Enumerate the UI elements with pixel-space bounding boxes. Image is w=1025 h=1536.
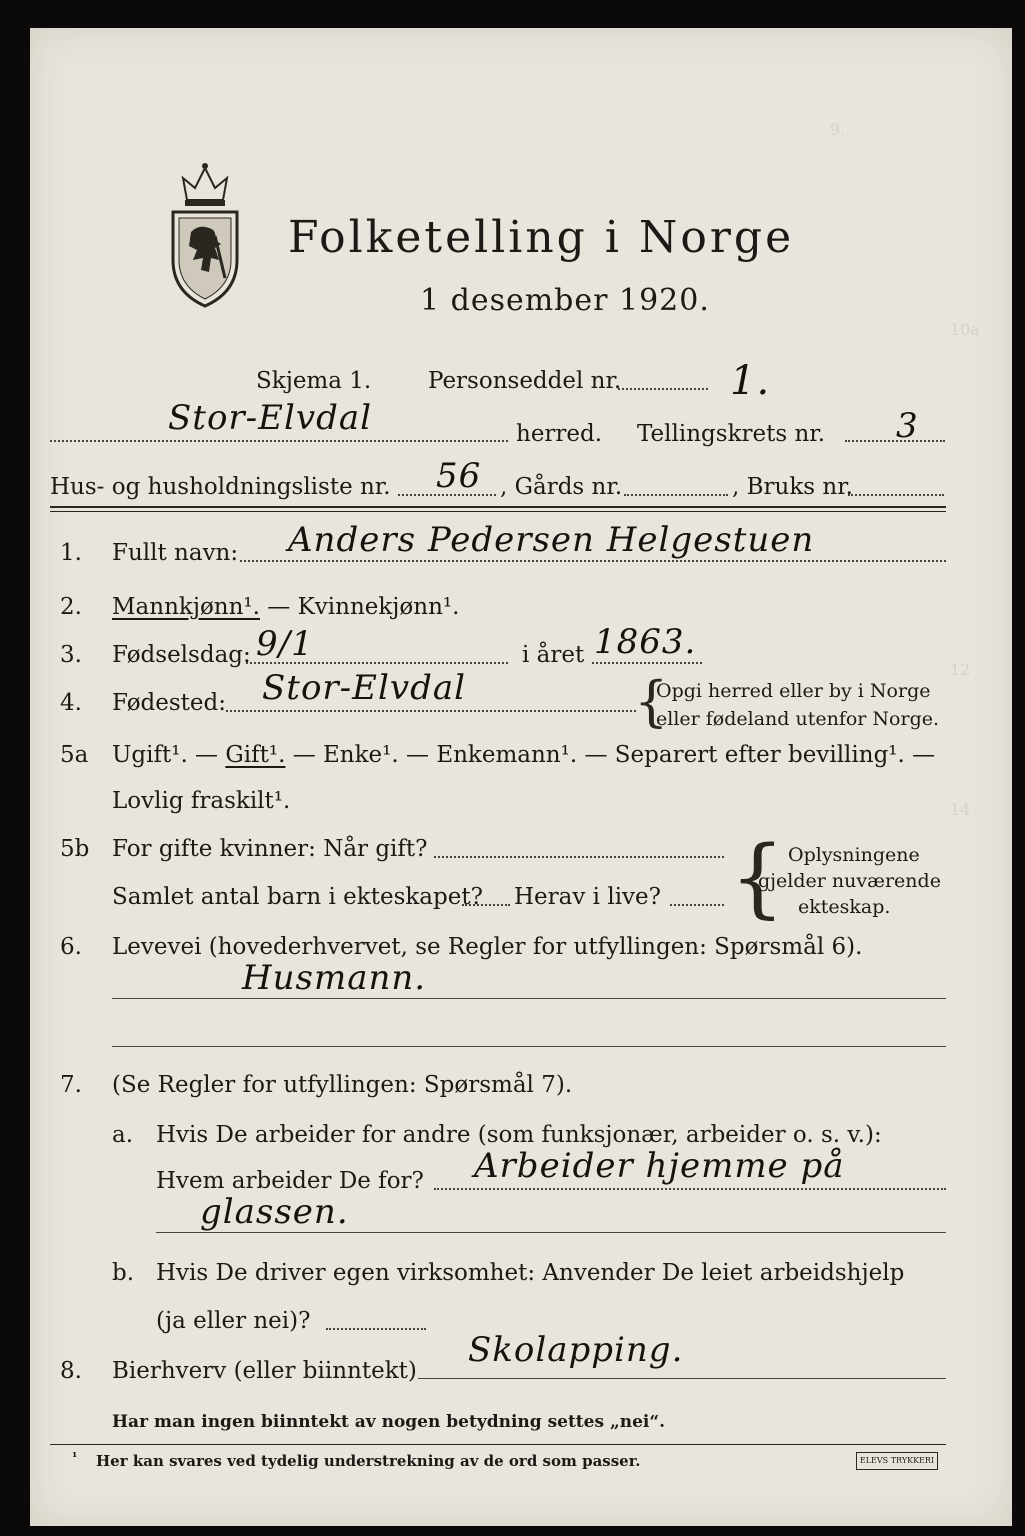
q7a-employer-line bbox=[434, 1188, 946, 1190]
q2-male-option: Mannkjønn¹. bbox=[112, 594, 260, 620]
q4-brace: { bbox=[634, 670, 669, 733]
q1-label: Fullt navn: bbox=[112, 540, 239, 566]
bruks-line bbox=[848, 494, 944, 496]
q7a-employer-value-2: glassen. bbox=[200, 1192, 349, 1232]
header-rule bbox=[50, 511, 946, 512]
q6-occupation: Husmann. bbox=[242, 958, 427, 998]
q2-female-option: Kvinnekjønn¹. bbox=[297, 594, 460, 620]
q5b-note-line2: gjelder nuværende bbox=[758, 870, 941, 892]
q4-label: Fødested: bbox=[112, 690, 227, 716]
q8-side-income: Skolapping. bbox=[468, 1330, 684, 1370]
q7a-employer-value-1: Arbeider hjemme på bbox=[474, 1146, 845, 1186]
q7a-line1: Hvis De arbeider for andre (som funksjonær, arbeider o. s. v.): bbox=[156, 1122, 882, 1148]
schema-label: Skjema 1. bbox=[256, 368, 372, 394]
q5b-children-label: Samlet antal barn i ekteskapet? bbox=[112, 884, 483, 910]
q3-birth-day: 9/1 bbox=[256, 624, 314, 664]
q5b-note-line3: ekteskap. bbox=[798, 896, 891, 918]
footnote: Her kan svares ved tydelig understrekning av de ord som passer. bbox=[96, 1452, 641, 1470]
q3-year-line bbox=[592, 662, 702, 664]
bleed-through-text: 12 bbox=[950, 660, 971, 679]
printer-stamp: ELEVS TRYKKERI bbox=[856, 1452, 938, 1470]
bleed-through-text: 14 bbox=[950, 800, 971, 819]
personseddel-label: Personseddel nr. bbox=[428, 368, 622, 394]
q3-number: 3. bbox=[60, 642, 82, 668]
q7-label: (Se Regler for utfyllingen: Spørsmål 7). bbox=[112, 1072, 573, 1098]
q7-number: 7. bbox=[60, 1072, 82, 1098]
form-title: Folketelling i Norge bbox=[288, 212, 795, 263]
q5b-alive-label: Herav i live? bbox=[514, 884, 661, 910]
q7b-line1: Hvis De driver egen virksomhet: Anvender De leiet arbeidshjelp bbox=[156, 1260, 905, 1286]
q5b-note-line1: Oplysningene bbox=[788, 844, 920, 866]
q5b-alive-line bbox=[670, 904, 724, 906]
q1-full-name: Anders Pedersen Helgestuen bbox=[288, 520, 815, 560]
tellingskrets-value: 3 bbox=[896, 406, 919, 446]
bleed-through-text: 10a bbox=[950, 320, 980, 339]
footer-rule bbox=[50, 1444, 946, 1445]
footnote-mark: ¹ bbox=[72, 1450, 78, 1464]
footer-note: Har man ingen biinntekt av nogen betydning settes „nei“. bbox=[112, 1412, 666, 1432]
q3-year-label: i året bbox=[522, 642, 585, 668]
q2-number: 2. bbox=[60, 594, 82, 620]
q4-note-line2: eller fødeland utenfor Norge. bbox=[656, 708, 940, 730]
q5b-when-married-line bbox=[434, 856, 724, 858]
q8-number: 8. bbox=[60, 1358, 82, 1384]
personseddel-number: 1. bbox=[730, 358, 771, 404]
q7b-letter: b. bbox=[112, 1260, 135, 1286]
q5b-brace: { bbox=[730, 828, 785, 928]
q6-label: Levevei (hovederhvervet, se Regler for utfyllingen: Spørsmål 6). bbox=[112, 934, 863, 960]
q7a-letter: a. bbox=[112, 1122, 134, 1148]
q5a-gift: Gift¹. bbox=[225, 742, 286, 768]
tellingskrets-line bbox=[845, 440, 945, 442]
q6-line2 bbox=[112, 1046, 946, 1047]
q6-number: 6. bbox=[60, 934, 82, 960]
q2-sex-options bbox=[112, 594, 459, 620]
census-form-sheet bbox=[30, 28, 1012, 1526]
q4-birthplace: Stor-Elvdal bbox=[262, 668, 466, 708]
gards-line bbox=[624, 494, 728, 496]
husliste-value: 56 bbox=[436, 456, 482, 496]
q5a-ugift: Ugift¹. bbox=[112, 742, 188, 768]
herred-label: herred. bbox=[516, 421, 603, 447]
bleed-through-text: 9. bbox=[830, 120, 846, 139]
q7a-line2-label: Hvem arbeider De for? bbox=[156, 1168, 424, 1194]
personseddel-line bbox=[618, 388, 708, 390]
q5b-number: 5b bbox=[60, 836, 90, 862]
husliste-label: Hus- og husholdningsliste nr. bbox=[50, 474, 391, 500]
census-date: 1 desember 1920. bbox=[420, 283, 710, 318]
bruks-label: , Bruks nr. bbox=[732, 474, 853, 500]
q8-label: Bierhverv (eller biinntekt) bbox=[112, 1358, 417, 1384]
q5a-number: 5a bbox=[60, 742, 89, 768]
q5a-other-options: — Enke¹. — Enkemann¹. — Separert efter bevilling¹. — bbox=[285, 742, 936, 768]
q3-birth-year: 1863. bbox=[594, 622, 697, 662]
q7b-answer-line bbox=[326, 1328, 426, 1330]
q1-line bbox=[240, 560, 946, 562]
q5a-lovlig-fraskilt: Lovlig fraskilt¹. bbox=[112, 788, 291, 814]
q5b-children-line bbox=[462, 904, 510, 906]
q5b-line1-label: For gifte kvinner: Når gift? bbox=[112, 836, 428, 862]
q5a-options bbox=[112, 742, 935, 768]
q7b-line2-label: (ja eller nei)? bbox=[156, 1308, 311, 1334]
q7a-line2 bbox=[156, 1232, 946, 1233]
herred-value: Stor-Elvdal bbox=[168, 398, 372, 438]
tellingskrets-label: Tellingskrets nr. bbox=[637, 421, 826, 447]
q1-number: 1. bbox=[60, 540, 82, 566]
q4-line bbox=[226, 710, 636, 712]
norway-coat-of-arms-icon bbox=[165, 160, 245, 310]
q2-separator: — bbox=[259, 594, 298, 620]
q3-label: Fødselsdag: bbox=[112, 642, 251, 668]
herred-line bbox=[50, 440, 508, 442]
q4-note-line1: Opgi herred eller by i Norge bbox=[656, 680, 931, 702]
q6-line1 bbox=[112, 998, 946, 999]
q5a-separator: — bbox=[187, 742, 226, 768]
header-rule bbox=[50, 506, 946, 508]
gards-label: , Gårds nr. bbox=[500, 474, 623, 500]
q8-line bbox=[418, 1378, 946, 1379]
q4-number: 4. bbox=[60, 690, 82, 716]
